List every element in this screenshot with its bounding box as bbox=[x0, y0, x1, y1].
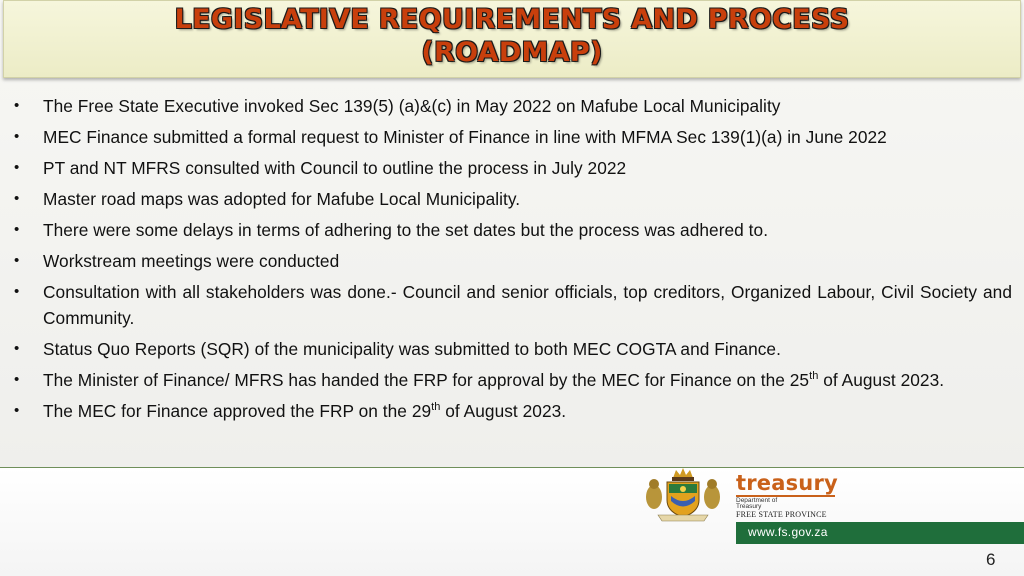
treasury-logo-text: treasury bbox=[736, 471, 838, 495]
bullet-text: There were some delays in terms of adhering to the set dates but the process was adhered to. bbox=[43, 220, 769, 240]
bullet-item bbox=[0, 124, 1012, 150]
bullet-text-before: The Minister of Finance/ MFRS has handed the FRP for approval by the MEC for Finance on the 25 bbox=[43, 370, 810, 390]
ordinal-suffix: th bbox=[809, 370, 819, 382]
slide-title-line-2: (ROADMAP) bbox=[421, 37, 603, 68]
page-number: 6 bbox=[986, 550, 996, 569]
bullet-text-before: The MEC for Finance approved the FRP on the 29 bbox=[43, 401, 432, 421]
website-banner bbox=[736, 522, 1024, 544]
bullet-text: MEC Finance submitted a formal request to Minister of Finance in line with MFMA Sec 139(1)(a) in June 2022 bbox=[43, 127, 887, 147]
ordinal-suffix: th bbox=[431, 401, 441, 413]
bullet-item bbox=[0, 367, 1012, 393]
bullet-item bbox=[0, 279, 1012, 331]
department-label: Department of bbox=[736, 497, 778, 504]
bullet-text: The Free State Executive invoked Sec 139(5) (a)&(c) in May 2022 on Mafube Local Municipality bbox=[43, 96, 781, 116]
bullet-dot-icon: • bbox=[14, 402, 20, 419]
bullet-item bbox=[0, 155, 1012, 181]
free-state-coat-of-arms-icon bbox=[640, 466, 726, 522]
province-label: FREE STATE PROVINCE bbox=[736, 510, 827, 519]
bullet-text: PT and NT MFRS consulted with Council to outline the process in July 2022 bbox=[43, 158, 627, 178]
bullet-item bbox=[0, 93, 1012, 119]
bullet-dot-icon: • bbox=[14, 221, 20, 238]
bullet-dot-icon: • bbox=[14, 97, 20, 114]
bullet-dot-icon: • bbox=[14, 128, 20, 145]
bullet-text: Status Quo Reports (SQR) of the municipality was submitted to both MEC COGTA and Finance. bbox=[43, 339, 781, 359]
slide-title-line-1: LEGISLATIVE REQUIREMENTS AND PROCESS bbox=[174, 4, 850, 35]
footer-divider bbox=[0, 467, 1024, 468]
bullet-text: Master road maps was adopted for Mafube Local Municipality. bbox=[43, 189, 521, 209]
bullet-dot-icon: • bbox=[14, 340, 20, 357]
bullet-text: Workstream meetings were conducted bbox=[43, 251, 340, 271]
bullet-item bbox=[0, 217, 1012, 243]
department-name: Treasury bbox=[736, 503, 762, 510]
bullet-text-after: of August 2023. bbox=[440, 401, 567, 421]
bullet-list bbox=[0, 93, 1012, 429]
website-url: www.fs.gov.za bbox=[748, 525, 828, 539]
bullet-text: Consultation with all stakeholders was done.- Council and senior officials, top creditors, Organized Labour, Civil Society and Community. bbox=[43, 282, 1012, 328]
bullet-dot-icon: • bbox=[14, 159, 20, 176]
bullet-item bbox=[0, 186, 1012, 212]
bullet-dot-icon: • bbox=[14, 371, 20, 388]
bullet-text-after: of August 2023. bbox=[818, 370, 945, 390]
bullet-dot-icon: • bbox=[14, 283, 20, 300]
title-banner bbox=[3, 0, 1021, 78]
bullet-item bbox=[0, 248, 1012, 274]
bullet-item bbox=[0, 336, 1012, 362]
bullet-dot-icon: • bbox=[14, 190, 20, 207]
bullet-item bbox=[0, 398, 1012, 424]
bullet-dot-icon: • bbox=[14, 252, 20, 269]
